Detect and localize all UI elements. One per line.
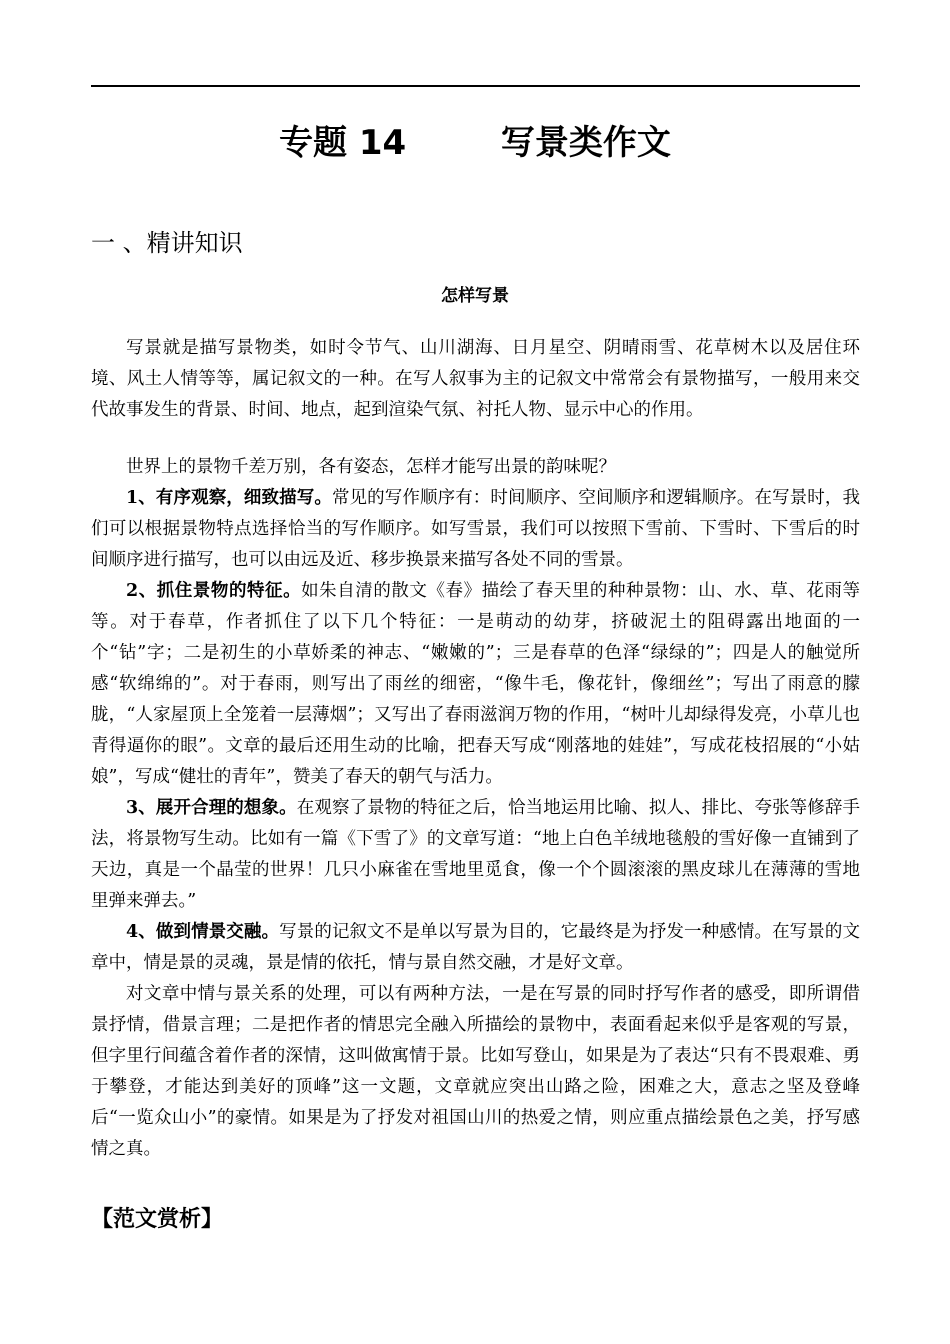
question-paragraph: 世界上的景物千差万别，各有姿态，怎样才能写出景的韵味呢？ — [126, 457, 616, 477]
point-lead: 1、有序观察，细致描写。 — [126, 488, 332, 508]
point-paragraph — [91, 576, 860, 793]
point-lead: 2、抓住景物的特征。 — [126, 581, 302, 601]
point-paragraph — [91, 793, 860, 917]
sub-title: 怎样写景 — [441, 286, 509, 306]
point-text: 写景的记叙文不是单以写景为目的，它最终是为抒发一种感情。在写景的文章中，情是景的灵魂，景是情的依托，情与景自然交融，才是好文章。 — [91, 922, 860, 973]
main-block — [91, 452, 860, 1165]
point-paragraph — [91, 483, 860, 576]
intro-paragraph: 写景就是描写景物类，如时令节气、山川湖海、日月星空、阴晴雨雪、花草树木以及居住环境、风土人情等等，属记叙文的一种。在写人叙事为主的记叙文中常常会有景物描写，一般用来交代故事发生的背景、时间、地点，起到渲染气氛、衬托人物、显示中心的作用。 — [91, 338, 860, 420]
section-heading: 一 、精讲知识 — [91, 229, 243, 257]
point-lead: 3、展开合理的想象。 — [126, 798, 297, 818]
fanwen-heading: 【范文赏析】 — [91, 1207, 224, 1232]
closing-paragraph: 对文章中情与景关系的处理，可以有两种方法，一是在写景的同时抒写作者的感受，即所谓借景抒情，借景言理；二是把作者的情思完全融入所描绘的景物中，表面看起来似乎是客观的写景，但字里行间蕴含着作者的深情，这叫做寓情于景。比如写登山，如果是为了表达“只有不畏艰难、勇于攀登，才能达到美好的顶峰”这一文题，文章就应突出山路之险，困难之大，意志之坚及登峰后“一览众山小”的豪情。如果是为了抒发对祖国山川的热爱之情，则应重点描绘景色之美，抒写感情之真。 — [91, 984, 860, 1159]
point-text: 在观察了景物的特征之后，恰当地运用比喻、拟人、排比、夸张等修辞手法，将景物写生动。比如有一篇《下雪了》的文章写道：“地上白色羊绒地毯般的雪好像一直铺到了天边，真是一个晶莹的世界！几只小麻雀在雪地里觅食，像一个个圆滚滚的黑皮球儿在薄薄的雪地里弹来弹去。” — [91, 798, 860, 911]
point-lead: 4、做到情景交融。 — [126, 922, 280, 942]
intro-block — [91, 333, 860, 426]
point-text: 常见的写作顺序有：时间顺序、空间顺序和逻辑顺序。在写景时，我们可以根据景物特点选择恰当的写作顺序。如写雪景，我们可以按照下雪前、下雪时、下雪后的时间顺序进行描写，也可以由远及近、移步换景来描写各处不同的雪景。 — [91, 488, 861, 570]
point-text: 如朱自清的散文《春》描绘了春天里的种种景物：山、水、草、花雨等等。对于春草，作者抓住了以下几个特征：一是萌动的幼芽，挤破泥土的阻碍露出地面的一个“钻”字；二是初生的小草娇柔的神志、“嫩嫩的”；三是春草的色泽“绿绿的”；四是人的触觉所感“软绵绵的”。对于春雨，则写出了雨丝的细密，“像牛毛，像花针，像细丝”；写出了雨意的朦胧，“人家屋顶上全笼着一层薄烟”；又写出了春雨滋润万物的作用，“树叶儿却绿得发亮，小草儿也青得逼你的眼”。文章的最后还用生动的比喻，把春天写成“刚落地的娃娃”，写成花枝招展的“小姑娘”，写成“健壮的青年”，赞美了春天的朝气与活力。 — [91, 581, 860, 787]
point-paragraph — [91, 917, 860, 979]
document-title: 专题 14 写景类作文 — [279, 123, 671, 163]
header-rule — [91, 85, 860, 87]
